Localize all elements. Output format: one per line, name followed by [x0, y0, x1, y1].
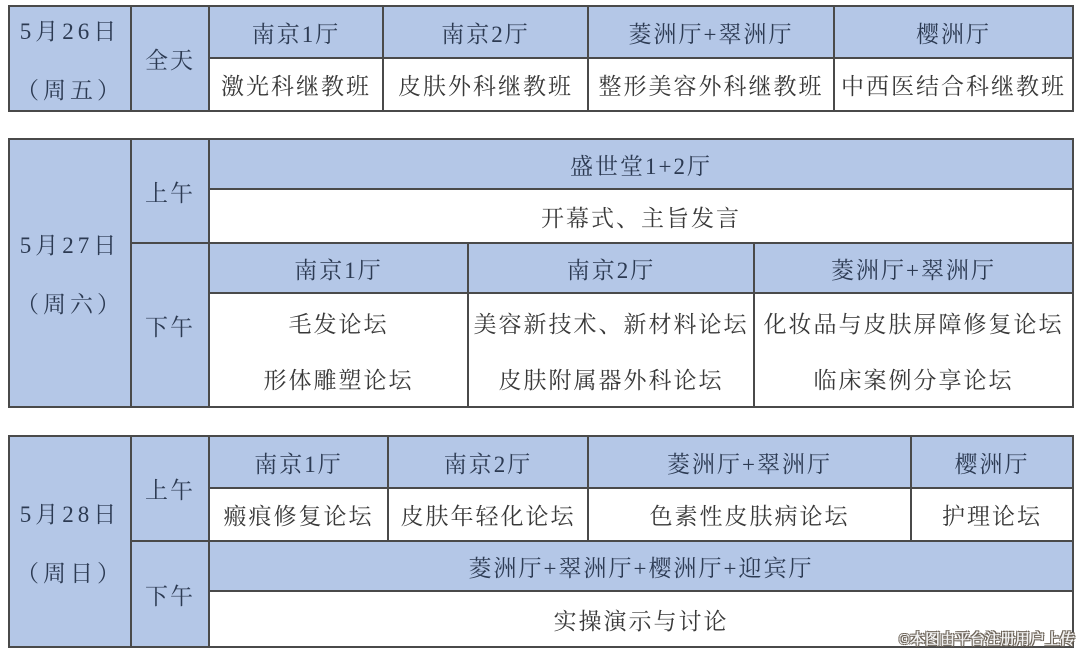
- day3-venue-header-3: 菱洲厅+翠洲厅: [588, 436, 911, 488]
- day2-morning-venue-header: 盛世堂1+2厅: [209, 139, 1073, 189]
- day1-event-cell-2: 皮肤外科继教班: [383, 58, 588, 111]
- day3-afternoon-event-cell: 实操演示与讨论: [209, 591, 1073, 647]
- date-line1: 5月27日: [19, 233, 121, 258]
- date-line2: （周五）: [16, 77, 124, 103]
- day1-venue-header-2: 南京2厅: [383, 6, 588, 58]
- session-bottom: 形体雕塑论坛: [263, 367, 414, 393]
- date-line1: 5月28日: [19, 501, 121, 527]
- day2-event-cell-1: [209, 293, 468, 407]
- date-text: [10, 227, 130, 319]
- session-top: 美容新技术、新材料论坛: [473, 311, 749, 337]
- watermark: ©本图由平台注册用户上传: [898, 632, 1075, 648]
- day3-venue-header-1: 南京1厅: [209, 436, 388, 488]
- day2-venue-header-2: 南京2厅: [468, 243, 754, 293]
- day1-event-cell-1: 激光科继教班: [209, 58, 383, 111]
- day3-schedule-table: [8, 435, 1074, 648]
- day1-schedule-table: [8, 5, 1074, 112]
- day2-date-cell: [9, 139, 131, 407]
- session-top: 化妆品与皮肤屏障修复论坛: [763, 311, 1064, 337]
- day2-event-cell-3: [754, 293, 1073, 407]
- day3-event-cell-4: 护理论坛: [911, 488, 1073, 541]
- day3-event-cell-3: 色素性皮肤病论坛: [588, 488, 911, 541]
- day1-venue-header-3: 菱洲厅+翠洲厅: [588, 6, 834, 58]
- day3-morning-time-cell: 上午: [131, 436, 209, 541]
- day2-schedule-table: [8, 138, 1074, 408]
- day2-event-cell-2: [468, 293, 754, 407]
- day2-venue-header-1: 南京1厅: [209, 243, 468, 293]
- schedule-page: [0, 5, 1080, 653]
- session-bottom: 临床案例分享论坛: [813, 367, 1014, 393]
- date-line1: 5月26日: [19, 18, 121, 44]
- day2-morning-event-cell: 开幕式、主旨发言: [209, 189, 1073, 243]
- day3-afternoon-venue-header: 菱洲厅+翠洲厅+樱洲厅+迎宾厅: [209, 541, 1073, 591]
- day3-event-cell-2: 皮肤年轻化论坛: [388, 488, 588, 541]
- day1-event-cell-4: 中西医结合科继教班: [834, 58, 1073, 111]
- day3-event-cell-1: 瘢痕修复论坛: [209, 488, 388, 541]
- date-text: [10, 13, 130, 105]
- day3-afternoon-time-cell: 下午: [131, 541, 209, 647]
- day2-venue-header-3: 菱洲厅+翠洲厅: [754, 243, 1073, 293]
- day1-event-cell-3: 整形美容外科继教班: [588, 58, 834, 111]
- day3-date-cell: [9, 436, 131, 647]
- session-top: 毛发论坛: [288, 311, 389, 337]
- day3-venue-header-2: 南京2厅: [388, 436, 588, 488]
- day2-afternoon-time-cell: 下午: [131, 243, 209, 407]
- day1-venue-header-1: 南京1厅: [209, 6, 383, 58]
- day1-venue-header-4: 樱洲厅: [834, 6, 1073, 58]
- day2-morning-time-cell: 上午: [131, 139, 209, 243]
- day3-venue-header-4: 樱洲厅: [911, 436, 1073, 488]
- date-text: [10, 496, 130, 588]
- day1-date-cell: [9, 6, 131, 111]
- session-bottom: 皮肤附属器外科论坛: [498, 367, 724, 393]
- date-line2: （周日）: [16, 560, 124, 586]
- day1-time-cell: 全天: [131, 6, 209, 111]
- date-line2: （周六）: [16, 292, 124, 317]
